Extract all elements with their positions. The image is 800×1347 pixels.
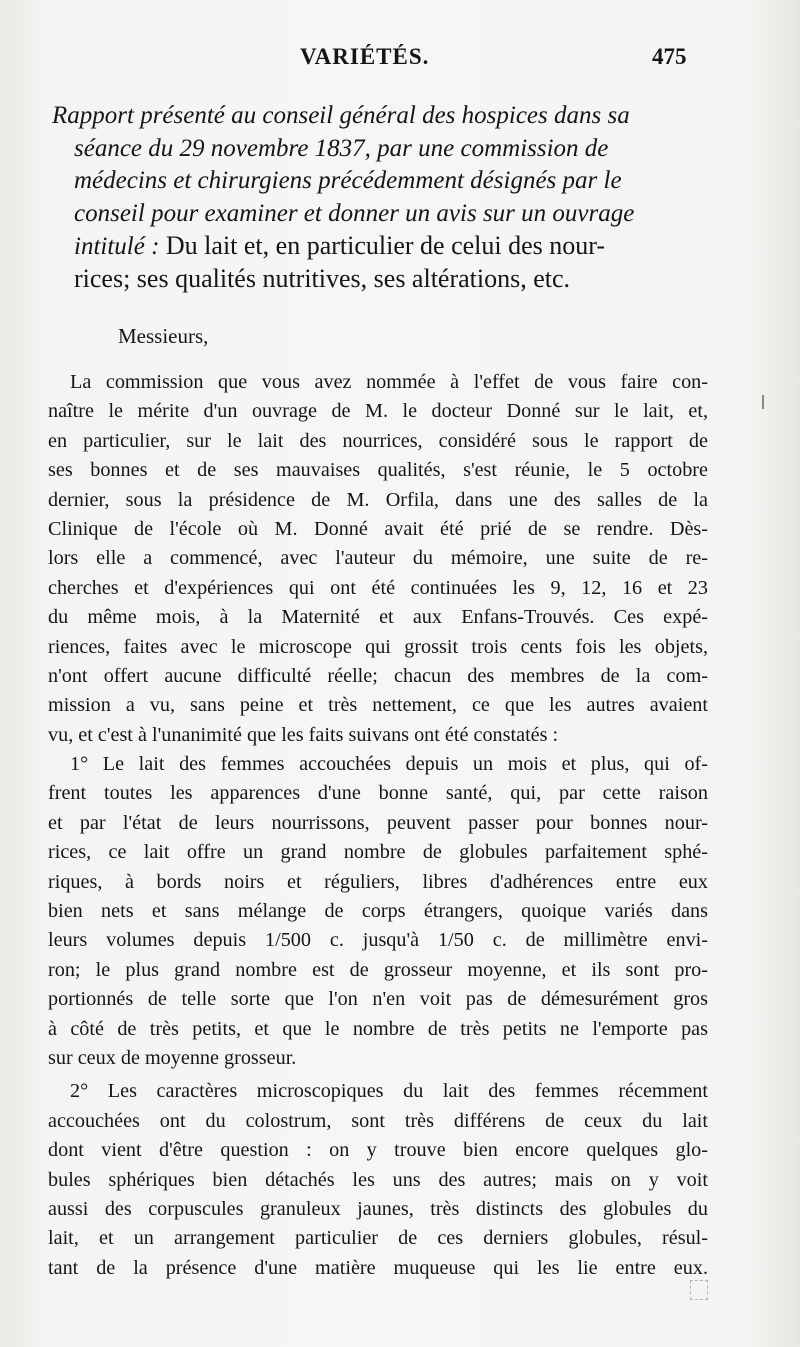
scan-mark	[762, 395, 764, 409]
text-line: leurs volumes depuis 1/500 c. jusqu'à 1/50 c. de millimètre envi-	[48, 929, 708, 952]
text-line: mission a vu, sans peine et très nettement, ce que les autres avaient	[48, 694, 708, 717]
title-line: rices; ses qualités nutritives, ses altérations, etc.	[74, 263, 571, 293]
body-text	[48, 368, 708, 1283]
text-line: aussi des corpuscules granuleux jaunes, très distincts des globules du	[48, 1197, 708, 1220]
text-line: du même mois, à la Maternité et aux Enfans-Trouvés. Ces expé-	[48, 606, 708, 629]
text-line: 1° Le lait des femmes accouchées depuis un mois et plus, qui of-	[70, 753, 708, 776]
report-title	[52, 100, 704, 295]
title-line	[74, 230, 704, 263]
text-line: riences, faites avec le microscope qui grossit trois cents fois les objets,	[48, 635, 708, 658]
text-line: ses bonnes et de ses mauvaises qualités, s'est réunie, le 5 octobre	[48, 459, 708, 482]
title-label: intitulé :	[74, 233, 160, 260]
title-line: séance du 29 novembre 1837, par une commission de	[74, 134, 609, 162]
title-line: Rapport présenté au conseil général des hospices dans sa	[52, 102, 630, 129]
text-line: cherches et d'expériences qui ont été continuées les 9, 12, 16 et 23	[48, 576, 708, 599]
text-line: bules sphériques bien détachés les uns des autres; mais on y voit	[48, 1168, 708, 1191]
text-line: naître le mérite d'un ouvrage de M. le docteur Donné sur le lait, et,	[48, 400, 708, 423]
text-line: 2° Les caractères microscopiques du lait des femmes récemment	[70, 1080, 708, 1103]
salutation: Messieurs,	[118, 324, 209, 348]
title-line: médecins et chirurgiens précédemment désignés par le	[74, 167, 622, 194]
text-line: n'ont offert aucune difficulté réelle; chacun des membres de la com-	[48, 664, 708, 687]
text-line: lors elle a commencé, avec l'auteur du mémoire, une suite de re-	[48, 547, 708, 570]
text-line: vu, et c'est à l'unanimité que les faits suivans ont été constatés :	[48, 723, 559, 746]
text-line: rices, ce lait offre un grand nombre de globules parfaitement sphé-	[48, 841, 708, 864]
paragraph-1	[48, 368, 708, 750]
text-line: bien nets et sans mélange de corps étrangers, quoique variés dans	[48, 900, 708, 923]
text-line: dont vient d'être question : on y trouve bien encore quelques glo-	[48, 1139, 708, 1162]
text-line: frent toutes les apparences d'une bonne santé, qui, par cette raison	[48, 782, 708, 805]
text-line: dernier, sous la présidence de M. Orfila, dans une des salles de la	[48, 488, 708, 511]
page-number: 475	[652, 44, 687, 69]
title-line: conseil pour examiner et donner un avis sur un ouvrage	[74, 199, 635, 227]
book-title: Du lait et, en particulier de celui des nour-	[159, 231, 606, 260]
text-line: La commission que vous avez nommée à l'effet de vous faire con-	[70, 371, 708, 393]
text-line: et par l'état de leurs nourrissons, peuvent passer pour bonnes nour-	[48, 811, 708, 834]
text-line: lait, et un arrangement particulier de ces derniers globules, résul-	[48, 1227, 708, 1250]
text-line: accouchées ont du colostrum, sont très différens de ceux du lait	[48, 1109, 708, 1132]
running-title: VARIÉTÉS.	[300, 44, 430, 69]
text-line: en particulier, sur le lait des nourrices, considéré sous le rapport de	[48, 429, 708, 452]
text-line: riques, à bords noirs et réguliers, libres d'adhérences entre eux	[48, 870, 708, 893]
text-line: portionnés de telle sorte que l'on n'en voit pas de démesurément gros	[48, 988, 708, 1011]
page-corner-mark	[690, 1280, 708, 1300]
text-line: ron; le plus grand nombre est de grosseur moyenne, et ils sont pro-	[48, 958, 708, 981]
text-line: à côté de très petits, et que le nombre de très petits ne l'emporte pas	[48, 1017, 708, 1040]
text-line: tant de la présence d'une matière muqueuse qui les lie entre eux.	[48, 1256, 708, 1279]
text-line: Clinique de l'école où M. Donné avait été prié de se rendre. Dès-	[48, 517, 708, 540]
paragraph-3	[48, 1077, 708, 1283]
running-head	[0, 44, 800, 74]
paragraph-2	[48, 750, 708, 1073]
text-line: sur ceux de moyenne grosseur.	[48, 1046, 297, 1069]
